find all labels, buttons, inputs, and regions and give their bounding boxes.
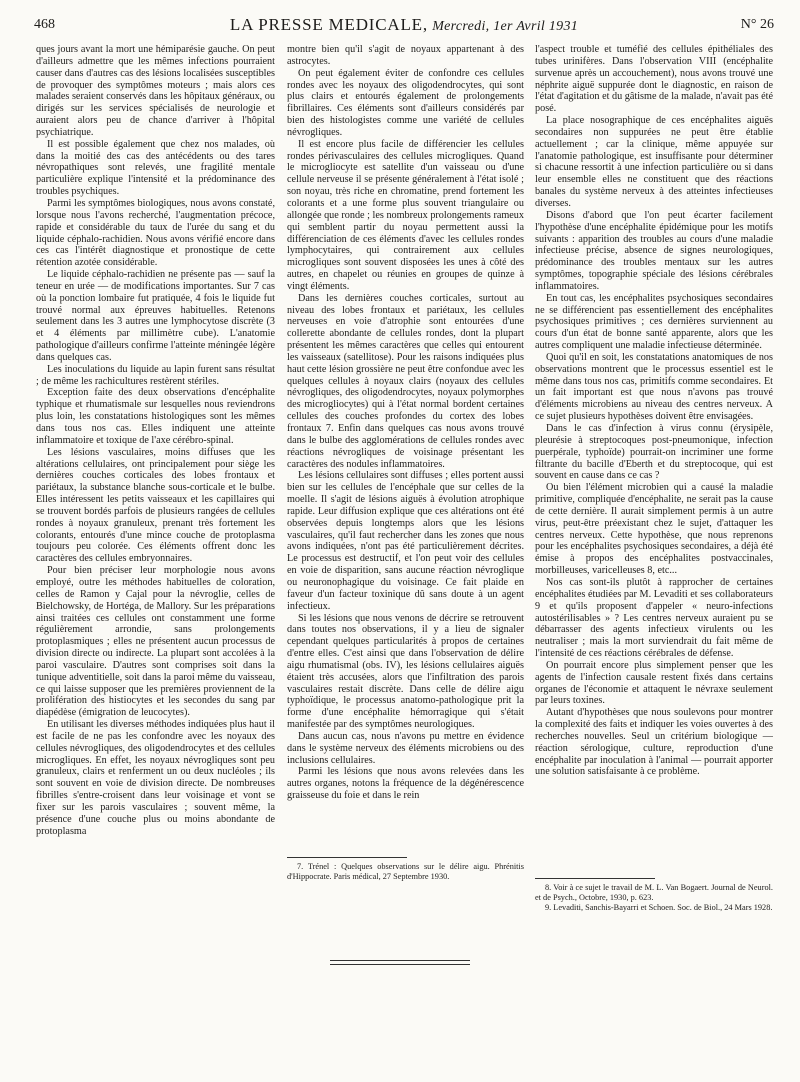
paragraph: On peut également éviter de confondre ces cellules rondes avec les noyaux des oligodendrocytes, qui sont plus clairs et entourés également de prolongements fibrillaires. Ces éléments sont d'ailleurs considérés par bien des histologistes comme une variété de cellules névrogliques. [287, 67, 524, 138]
paragraph: On pourrait encore plus simplement penser que les agents de l'infection causale restent fixés dans certains organes de l'économie et attaquent le névraxe seulement par leurs toxines. [535, 659, 773, 707]
paragraph: ques jours avant la mort une hémiparésie gauche. On peut d'ailleurs admettre que les mêmes infections pourraient causer dans d'autres cas des lésions localisées susceptibles de provoquer des symptômes moteurs ; mais alors ces malades seraient conservés dans les hôpitaux généraux, ou dirigés sur les services spécialisés de neurologie et auraient alors peu de chance d'arriver à l'hôpital psychiatrique. [36, 44, 275, 138]
paragraph: Autant d'hypothèses que nous soulevons pour montrer la complexité des faits et indiquer les voies ouvertes à des recherches nouvelles. Seul un critérium biologique — réaction sérologique, culture, reproduction d'une encéphalite par inoculation à l'animal — pourrait apporter une solution satisfaisante à ce problème. [535, 707, 773, 778]
footnotes-column-3 [535, 883, 773, 913]
paragraph: En tout cas, les encéphalites psychosiques secondaires ne se différencient pas essentiellement des encéphalites psychosiques primitives ; ces dernières surviennent au cours d'un état de bonne santé apparente, alors que les autres compliquent une maladie infectieuse déterminée. [535, 292, 773, 352]
paragraph: Exception faite des deux observations d'encéphalite typhique et rhumatismale sur lesquelles nous reviendrons plus loin, les constatations histologiques sont les mêmes dans tous nos cas. Elles indiquent une atteinte inflammatoire et toxique de l'axe cérébro-spinal. [36, 387, 275, 446]
paragraph: Pour bien préciser leur morphologie nous avons employé, outre les méthodes habituelles de coloration, celles de Ramon y Cajal pour la névroglie, celles de Bielchowsky, de Hortéga, de Mallory. Sur les préparations ainsi traitées ces cellules ont constamment une forme régulièrement arrondie, sans prolongements protoplasmiques ; elles ne présentent aucun processus de division directe ou indirecte. La plupart sont accolées à la paroi vasculaire. D'autres sont comprises soit dans la tunique adventitielle, soit dans la paroi même du vaisseau, ce qui laisse supposer que les premières proviennent de la prolifération des histiocytes et les secondes du sang par diapédèse (émigration de leucocytes). [36, 565, 275, 719]
paragraph: Si les lésions que nous venons de décrire se retrouvent dans toutes nos observations, il y a lieu de signaler cependant quelques particularités à propos de certaines d'entre elles. C'est ainsi que dans l'observation de délire aigu rhumatismal (obs. IV), les lésions cellulaires aiguës étaient très accusées, alors que l'infiltration des parois vasculaires restait discrète. Dans celle de délire aigu typhoïdique, le processus anatomo-pathologique prit la forme d'une encéphalite hémorragique qui s'était manifestée par des symptômes neurologiques. [287, 612, 524, 731]
text-column-1 [36, 44, 275, 838]
text-column-2 [287, 44, 524, 802]
paragraph: Quoi qu'il en soit, les constatations anatomiques de nos observations montrent que le processus essentiel est le même dans tous nos cas, primitifs comme secondaires. Et un fait important est que nous n'avons pas trouvé d'éléments microbiens au niveau des centres nerveux. A ce sujet plusieurs hypothèses doivent être envisagées. [535, 351, 773, 423]
paragraph: Les lésions cellulaires sont diffuses ; elles portent aussi bien sur les cellules de l'encéphale que sur celles de la moelle. Il s'agit de lésions aiguës à évolution atrophique rapide. Leur diffusion explique que ces altérations ont été observées depuis longtemps alors que les lésions vasculaires, qu'il faut rechercher dans les zones que nous avons indiquées, n'ont pas été particulièrement décrites. Le processus est destructif, et l'on peut voir des cellules en voie de disparition, sans aucune réaction névroglique ou neuronophagique du voisinage. Ce fait plaide en faveur d'un facteur toxinique dû sans doute à un agent infectieux. [287, 470, 524, 612]
paragraph: Parmi les lésions que nous avons relevées dans les autres organes, notons la fréquence de la dégénérescence graisseuse du foie et dans le rein [287, 766, 524, 802]
journal-title: LA PRESSE MEDICALE, [229, 15, 428, 34]
paragraph: La place nosographique de ces encéphalites aiguës secondaires non suppurées ne peut être établie actuellement ; car la clinique, même appuyée sur l'anatomie pathologique, est insuffisante pour déterminer si chacune ressortit à une infection particulière ou si dans leur ensemble elles ne constituent que des réactions banales du système nerveux à des atteintes infectieuses diverses. [535, 115, 773, 209]
paragraph: Nos cas sont-ils plutôt à rapprocher de certaines encéphalites étudiées par M. Levaditi et ses collaborateurs 9 et qu'ils proposent d'appeler « neuro-infections autostérilisables » ? Les centres nerveux auraient pu se débarrasser des agents infectieux virulents ou les neutraliser ; mais la mort surviendrait du fait même de l'intensité de ces réactions cérébrales de défense. [535, 576, 773, 660]
footnotes-column-2 [287, 862, 524, 882]
paragraph: l'aspect trouble et tuméfié des cellules épithéliales des tubes urinifères. Dans l'observation VIII (encéphalite survenue après un accouchement), nous avons trouvé une néphrite aiguë suppurée dont le diagnostic, en raison de l'état d'agitation et du gâtisme de la malade, n'avait pas été posé. [535, 44, 773, 115]
paragraph: Parmi les symptômes biologiques, nous avons constaté, lorsque nous l'avons recherché, l'augmentation précoce, rapide et considérable du taux de l'urée du sang et du liquide céphalo-rachidien. Nous avons vérifié encore dans ces cas l'intérêt diagnostique et pronostique de cette rétention azotée considérable. [36, 197, 275, 269]
footnote-8: 8. Voir à ce sujet le travail de M. L. Van Bogaert. Journal de Neurol. et de Psych., Octobre, 1930, p. 623. [535, 883, 773, 903]
paragraph: montre bien qu'il s'agit de noyaux appartenant à des astrocytes. [287, 44, 524, 67]
paragraph: Le liquide céphalo-rachidien ne présente pas — sauf la teneur en urée — de modifications importantes. Sur 7 cas où la ponction lombaire fut pratiquée, 4 fois le liquide fut trouvé normal aux épreuves habituelles. Retenons seulement dans les 3 autres une lymphocytose discrète (3 et 4 éléments par millimètre cube). L'anatomie pathologique d'ailleurs confirme l'atteinte méningée légère dans quelques cas. [36, 269, 275, 363]
paragraph: Les inoculations du liquide au lapin furent sans résultat ; de même les rachicultures restèrent stériles. [36, 363, 275, 387]
paragraph: Il est encore plus facile de différencier les cellules rondes périvasculaires des cellules microgliques. Quand le microgliocyte est satellite d'un vaisseau ou d'une cellule nerveuse il se présente généralement à l'état isolé ; son noyau, très riche en chromatine, prend fortement les colorants et a une forme plus souvent triangulaire ou allongée que ronde ; les nombreux prolongements rameux qui semblent partir du noyau permettent aussi la différenciation de ces éléments d'avec les cellules rondes lymphocytaires, qui contrairement aux cellules microgliques sont souvent disposées les unes à côté des autres, en chapelet ou réunies en groupes de quinze à vingt éléments. [287, 138, 524, 292]
paragraph: Il est possible également que chez nos malades, où dans la moitié des cas des antécédents ou des tares névropathiques sont relevés, une fragilité mentale particulière explique l'intensité et la prédominance des troubles psychiques. [36, 138, 275, 198]
footnote-divider [287, 857, 407, 858]
page-number: 468 [34, 17, 55, 32]
footnote-9: 9. Levaditi, Sanchis-Bayarri et Schoen. Soc. de Biol., 24 Mars 1928. [545, 903, 773, 913]
end-rule [330, 964, 470, 965]
text-column-3 [535, 44, 773, 778]
paragraph: Dans aucun cas, nous n'avons pu mettre en évidence dans le système nerveux des éléments microbiens ou des inclusions cellulaires. [287, 730, 524, 766]
paragraph: Les lésions vasculaires, moins diffuses que les altérations cellulaires, ont principalement pour siège les dernières couches corticales des lobes frontaux et pariétaux, la substance blanche sous-corticale et le bulbe. Elles intéressent les petits vaisseaux et les capillaires qui se trouvent bordés parfois de plusieurs rangées de cellules rondes à noyaux granuleux, prenant très fortement les colorants, entourés d'une mince couche de protoplasma toujours peu colorée. Ces éléments offrent donc les caractères des cellules embryonnaires. [36, 446, 275, 565]
paragraph: Ou bien l'élément microbien qui a causé la maladie primitive, compliquée d'encéphalite, ne serait pas la cause de cette dernière. Il aurait simplement permis à un autre virus, peut-être préexistant chez le sujet, d'attaquer les centres nerveux. Cette hypothèse, que nous reprenons pour les encéphalites psychosiques secondaires, a déjà été émise à propos des encéphalites postvaccinales, morbilleuses, varicelleuses 8, etc... [535, 482, 773, 577]
footnote-7: 7. Trénel : Quelques observations sur le délire aigu. Phrénitis d'Hippocrate. Paris médical, 27 Septembre 1930. [287, 862, 524, 882]
issue-date: Mercredi, 1er Avril 1931 [432, 19, 579, 34]
paragraph: Dans le cas d'infection à virus connu (érysipèle, pleurésie à streptocoques post-pneumonique, infection puerpérale, typhoïde) pourrait-on incriminer une forme filtrante du bacille d'Eberth et du streptocoque, qui est souvent en cause dans ce cas ? [535, 423, 773, 482]
paragraph: En utilisant les diverses méthodes indiquées plus haut il est facile de ne pas les confondre avec les noyaux des cellules névrogliques, des oligodendrocytes et des cellules microgliques. En effet, les noyaux névrogliques sont peu granuleux, clairs et renferment un ou deux nucléoles ; ils sont souvent en voie de division directe. De nombreuses fibrilles s'entre-croisent dans leur voisinage et vont se fixer sur les parois vasculaires ; souvent même, la présence d'une couche plus ou moins abondante de protoplasma [36, 719, 275, 837]
end-rule [330, 960, 470, 961]
page-header [34, 15, 774, 37]
paragraph: Dans les dernières couches corticales, surtout au niveau des lobes frontaux et pariétaux, les cellules nerveuses en voie d'atrophie sont entourées d'une collerette abondante de cellules rondes, dont la plupart présentent les mêmes caractères que celles qui entourent les vaisseaux (satellitose). Pour les raisons indiquées plus haut cette lésion grossière ne peut être confondue avec les quelques cellules à noyaux clairs (noyaux des cellules névrogliques, des oligodendrocytes, noyaux polymorphes des microgliocytes) qui à l'état normal bordent certaines cellules des couches profondes du cortex des lobes frontaux 7. Enfin dans quelques cas nous avons trouvé dans le bulbe des agglomérations de cellules rondes avec réactions névrogliques de voisinage présentant les caractères des nodules inflammatoires. [287, 292, 524, 470]
footnote-divider [535, 878, 655, 879]
paragraph: Disons d'abord que l'on peut écarter facilement l'hypothèse d'une encéphalite épidémique pour les motifs suivants : apparition des troubles au cours d'une maladie infectieuse précise, absence de signes neurologiques, prédominance des troubles mentaux sur les autres symptômes, topographie spéciale des lésions cérébrales inflammatoires. [535, 209, 773, 292]
issue-number: N° 26 [740, 17, 774, 32]
